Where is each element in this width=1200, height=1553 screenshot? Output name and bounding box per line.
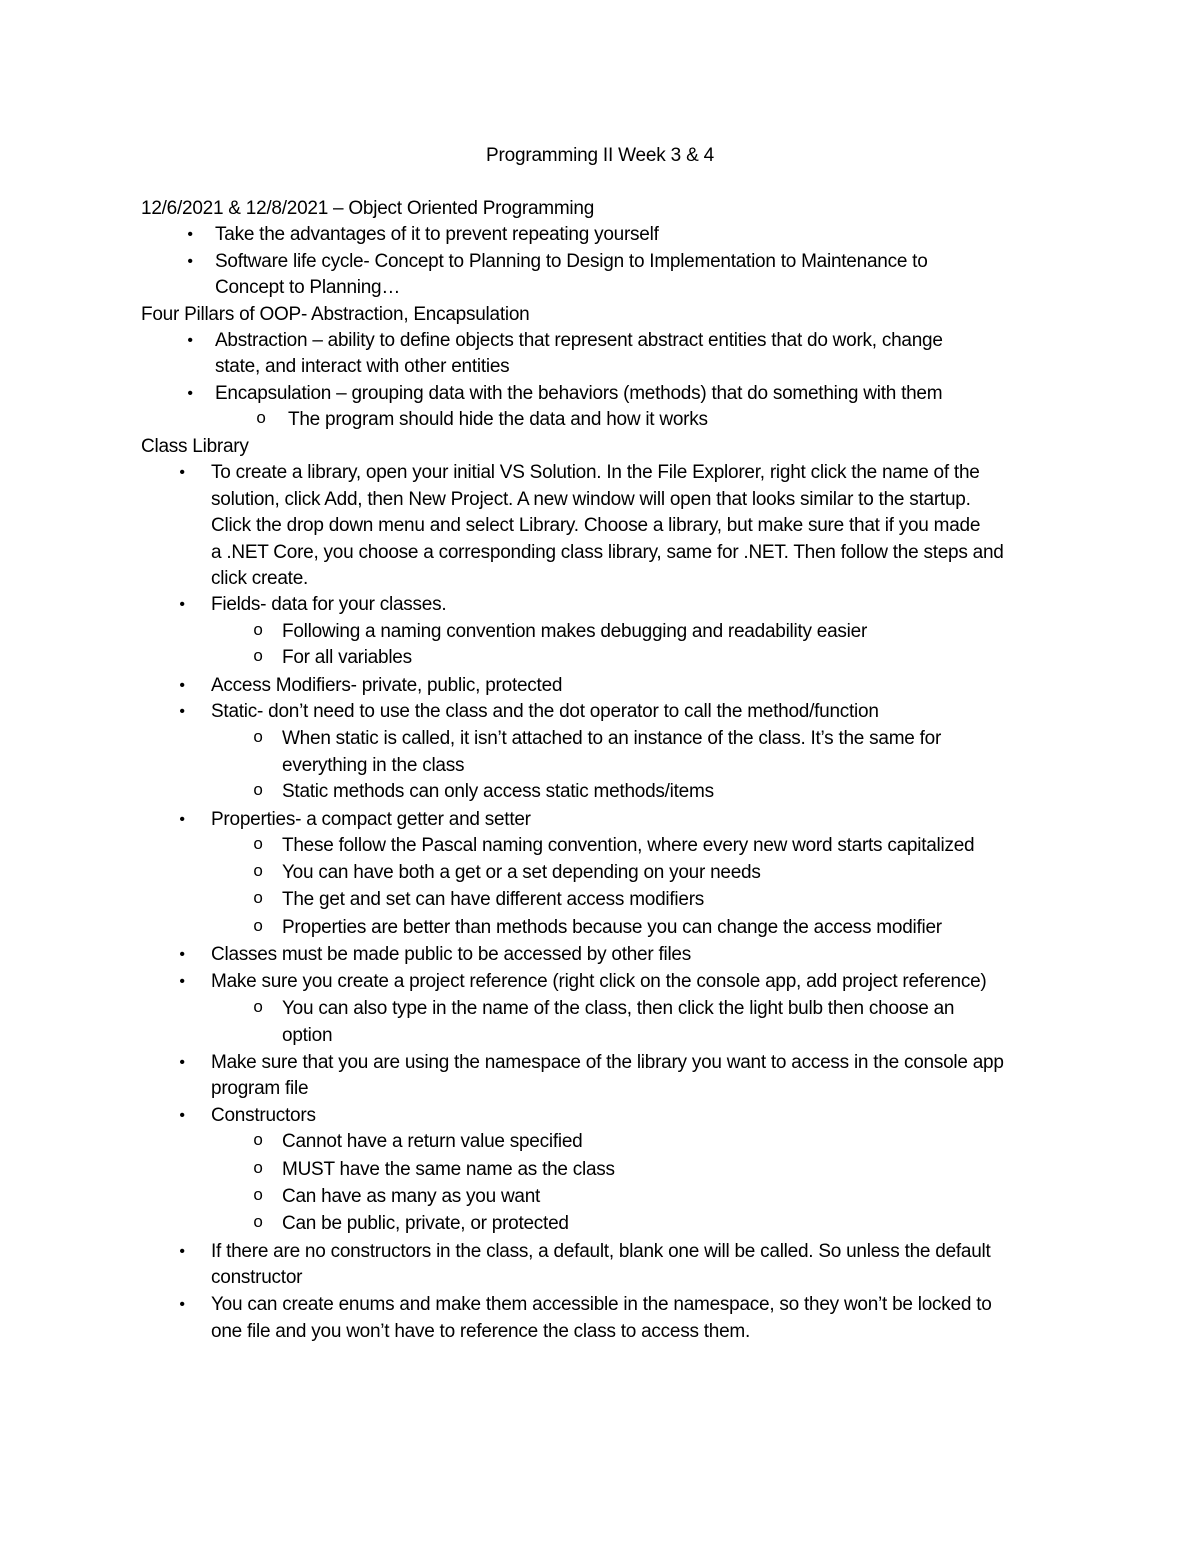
sub-list-item-text: The get and set can have different access modifiers <box>282 889 705 910</box>
sub-list-item <box>253 1184 541 1210</box>
bullet-icon: • <box>179 811 185 828</box>
section-heading-pillars: Four Pillars of OOP- Abstraction, Encapsulation <box>141 304 530 325</box>
sub-list-item <box>253 645 412 671</box>
list-item <box>179 699 879 725</box>
list-item-continuation: program file <box>211 1078 309 1099</box>
list-item-text: Access Modifiers- private, public, protected <box>211 675 563 696</box>
list-item <box>179 1050 1004 1076</box>
list-item-text: Abstraction – ability to define objects that represent abstract entities that do work, change <box>215 330 943 351</box>
list-item <box>179 1292 992 1318</box>
sub-list-item-text: Cannot have a return value specified <box>282 1131 583 1152</box>
list-item <box>187 328 943 354</box>
sub-list-item-text: Can have as many as you want <box>282 1186 541 1207</box>
list-item-text: Static- don’t need to use the class and the dot operator to call the method/function <box>211 701 879 722</box>
sub-bullet-icon: o <box>253 861 263 880</box>
sub-list-item-text: Following a naming convention makes debugging and readability easier <box>282 621 868 642</box>
sub-list-item-text: When static is called, it isn’t attached to an instance of the class. It’s the same for <box>282 728 942 749</box>
list-item-text: Make sure that you are using the namespace of the library you want to access in the console app <box>211 1052 1004 1073</box>
list-item-text: Classes must be made public to be accessed by other files <box>211 944 692 965</box>
bullet-icon: • <box>179 703 185 720</box>
list-item <box>179 673 563 699</box>
sub-list-item <box>253 1129 583 1155</box>
sub-list-item <box>253 1211 569 1237</box>
list-item-continuation: state, and interact with other entities <box>215 356 510 377</box>
list-item-text: You can create enums and make them accessible in the namespace, so they won’t be locked to <box>211 1294 992 1315</box>
list-item <box>179 1239 991 1265</box>
sub-bullet-icon: o <box>253 916 263 935</box>
sub-list-item-text: Can be public, private, or protected <box>282 1213 569 1234</box>
list-item-text: Make sure you create a project reference (right click on the console app, add project reference) <box>211 971 987 992</box>
sub-list-item-text: For all variables <box>282 647 412 668</box>
bullet-icon: • <box>179 1107 185 1124</box>
sub-list-item-text: These follow the Pascal naming convention, where every new word starts capitalized <box>282 835 975 856</box>
sub-list-item <box>253 887 705 913</box>
page-title: Programming II Week 3 & 4 <box>485 145 715 166</box>
sub-list-item <box>253 726 942 752</box>
sub-bullet-icon: o <box>253 1130 263 1149</box>
sub-list-item <box>253 1157 615 1183</box>
bullet-icon: • <box>179 1243 185 1260</box>
list-item <box>179 592 447 618</box>
bullet-icon: • <box>187 385 193 402</box>
sub-list-item-text: You can have both a get or a set depending on your needs <box>282 862 761 883</box>
bullet-icon: • <box>179 946 185 963</box>
list-item <box>187 381 943 407</box>
list-item <box>179 942 692 968</box>
sub-list-item-continuation: option <box>282 1025 333 1046</box>
sub-list-item <box>253 619 868 645</box>
sub-list-item-text: Properties are better than methods because you can change the access modifier <box>282 917 942 938</box>
list-item-text: If there are no constructors in the class, a default, blank one will be called. So unless the default <box>211 1241 991 1262</box>
list-item <box>179 460 980 486</box>
sub-list-item-text: The program should hide the data and how it works <box>288 409 708 430</box>
sub-bullet-icon: o <box>253 1212 263 1231</box>
bullet-icon: • <box>187 253 193 270</box>
sub-list-item-text: MUST have the same name as the class <box>282 1159 615 1180</box>
list-item <box>179 969 987 995</box>
bullet-icon: • <box>179 677 185 694</box>
sub-bullet-icon: o <box>253 620 263 639</box>
list-item-text: Properties- a compact getter and setter <box>211 809 531 830</box>
sub-bullet-icon: o <box>253 727 263 746</box>
sub-bullet-icon: o <box>256 408 266 427</box>
sub-list-item <box>253 996 955 1022</box>
sub-list-item <box>253 833 975 859</box>
list-item-continuation: a .NET Core, you choose a corresponding class library, same for .NET. Then follow the steps and <box>211 542 1004 563</box>
sub-bullet-icon: o <box>253 1185 263 1204</box>
section-heading-class-library: Class Library <box>141 436 249 457</box>
list-item-text: Constructors <box>211 1105 316 1126</box>
sub-list-item-text: You can also type in the name of the class, then click the light bulb then choose an <box>282 998 955 1019</box>
list-item-text: Software life cycle- Concept to Planning to Design to Implementation to Maintenance to <box>215 251 928 272</box>
sub-bullet-icon: o <box>253 780 263 799</box>
list-item <box>187 249 928 275</box>
list-item-text: Fields- data for your classes. <box>211 594 447 615</box>
section-heading-oop: 12/6/2021 & 12/8/2021 – Object Oriented Programming <box>141 198 595 219</box>
bullet-icon: • <box>179 973 185 990</box>
sub-list-item <box>253 915 942 941</box>
list-item-continuation: Click the drop down menu and select Library. Choose a library, but make sure that if you made <box>211 515 981 536</box>
sub-list-item <box>256 407 708 433</box>
list-item-continuation: constructor <box>211 1267 303 1288</box>
sub-bullet-icon: o <box>253 646 263 665</box>
list-item-text: Take the advantages of it to prevent repeating yourself <box>215 224 659 245</box>
list-item <box>187 222 659 248</box>
sub-bullet-icon: o <box>253 997 263 1016</box>
bullet-icon: • <box>179 1054 185 1071</box>
bullet-icon: • <box>187 226 193 243</box>
list-item-continuation: Concept to Planning… <box>215 277 401 298</box>
sub-bullet-icon: o <box>253 834 263 853</box>
bullet-icon: • <box>187 332 193 349</box>
list-item <box>179 1103 316 1129</box>
sub-list-item-text: Static methods can only access static methods/items <box>282 781 714 802</box>
list-item-continuation: one file and you won’t have to reference the class to access them. <box>211 1321 751 1342</box>
sub-list-item <box>253 860 761 886</box>
sub-list-item-continuation: everything in the class <box>282 755 465 776</box>
bullet-icon: • <box>179 464 185 481</box>
bullet-icon: • <box>179 1296 185 1313</box>
list-item <box>179 807 531 833</box>
list-item-continuation: solution, click Add, then New Project. A new window will open that looks similar to the startup. <box>211 489 971 510</box>
list-item-text: Encapsulation – grouping data with the behaviors (methods) that do something with them <box>215 383 943 404</box>
list-item-text: To create a library, open your initial VS Solution. In the File Explorer, right click the name of the <box>211 462 980 483</box>
sub-bullet-icon: o <box>253 888 263 907</box>
bullet-icon: • <box>179 596 185 613</box>
list-item-continuation: click create. <box>211 568 309 589</box>
sub-bullet-icon: o <box>253 1158 263 1177</box>
sub-list-item <box>253 779 714 805</box>
